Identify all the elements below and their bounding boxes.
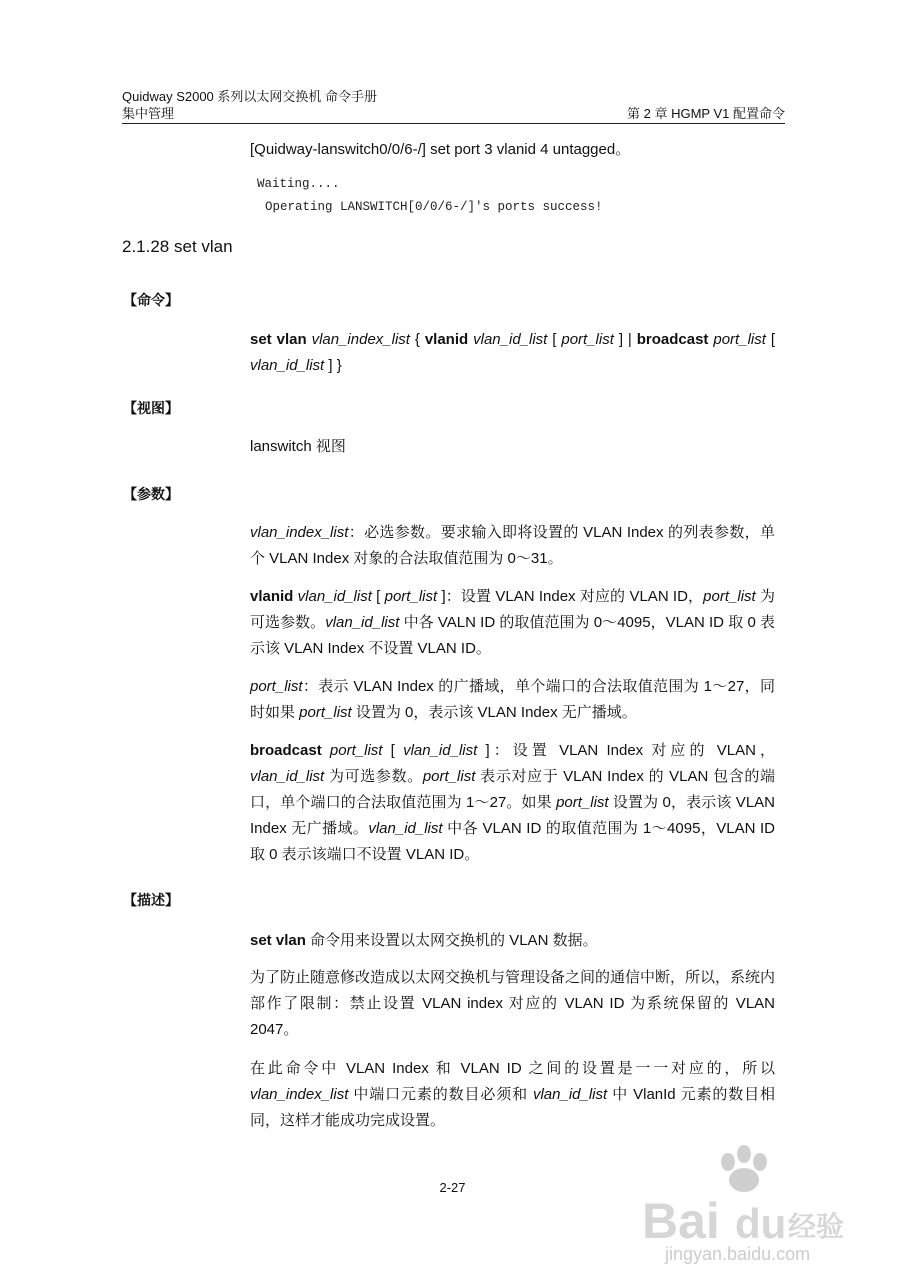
desc-restriction: 为了防止随意修改造成以太网交换机与管理设备之间的通信中断，所以，系统内部作了限制：禁止设置 VLAN index 对应的 VLAN ID 为系统保留的 VLAN 2047。	[250, 969, 776, 1038]
page-number: 2-27	[439, 1180, 466, 1195]
baidu-jingyan-watermark	[640, 1140, 855, 1265]
example-output-line: Waiting....	[257, 177, 340, 191]
desc-summary: set vlan 命令用来设置以太网交换机的 VLAN 数据。	[250, 932, 598, 949]
watermark-brand: Bai	[642, 1193, 720, 1249]
watermark-cn: 经验	[788, 1210, 845, 1243]
section-title: 2.1.28 set vlan	[122, 237, 233, 256]
header-divider	[122, 123, 785, 124]
tag-view: 【视图】	[123, 400, 179, 416]
param-broadcast: broadcast port_list [ vlan_id_list ]：设置 VLAN Index 对应的 VLAN，vlan_id_list 为可选参数。port_list 表示对应于 VLAN Index 的 VLAN 包含的端口，单个端口的合法取值范围为 1～27。如果 port_list 设置为 0，表示该 VLAN Index 无广播域。vlan_id_list 中各 VLAN ID 的取值范围为 1～4095，VLAN ID 取 0 表示该端口不设置 VLAN ID。	[250, 742, 775, 863]
paw-icon	[721, 1145, 767, 1192]
header-chapter: 第 2 章 HGMP V1 配置命令	[627, 106, 785, 121]
header-section-name: 集中管理	[122, 106, 175, 121]
watermark-brand-du: du	[735, 1200, 787, 1247]
desc-mapping: 在此命令中 VLAN Index 和 VLAN ID 之间的设置是一一对应的，所以 vlan_index_list 中端口元素的数目必须和 vlan_id_list 中 VlanId 元素的数目相同，这样才能成功完成设置。	[250, 1060, 775, 1129]
watermark-url: jingyan.baidu.com	[665, 1244, 811, 1264]
view-text: lanswitch 视图	[250, 438, 346, 455]
command-syntax: set vlan vlan_index_list { vlanid vlan_id_list [ port_list ] | broadcast port_list [ vlan_id_list ] }	[250, 331, 775, 374]
tag-params: 【参数】	[123, 486, 179, 502]
param-vlanid: vlanid vlan_id_list [ port_list ]：设置 VLAN Index 对应的 VLAN ID，port_list 为可选参数。vlan_id_list 中各 VALN ID 的取值范围为 0～4095，VLAN ID 取 0 表示该 VLAN Index 不设置 VLAN ID。	[250, 588, 775, 657]
header-manual-title: Quidway S2000 系列以太网交换机 命令手册	[122, 89, 378, 104]
param-vlan-index-list: vlan_index_list：必选参数。要求输入即将设置的 VLAN Index 的列表参数，单个 VLAN Index 对象的合法取值范围为 0～31。	[250, 524, 775, 567]
param-port-list: port_list：表示 VLAN Index 的广播域，单个端口的合法取值范围为 1～27，同时如果 port_list 设置为 0，表示该 VLAN Index 无广播域。	[250, 678, 775, 721]
example-command: [Quidway-lanswitch0/0/6-/] set port 3 vlanid 4 untagged。	[250, 141, 631, 158]
tag-description: 【描述】	[123, 892, 179, 908]
tag-command: 【命令】	[123, 292, 179, 308]
example-output-line: Operating LANSWITCH[0/0/6-/]'s ports success!	[265, 200, 603, 214]
